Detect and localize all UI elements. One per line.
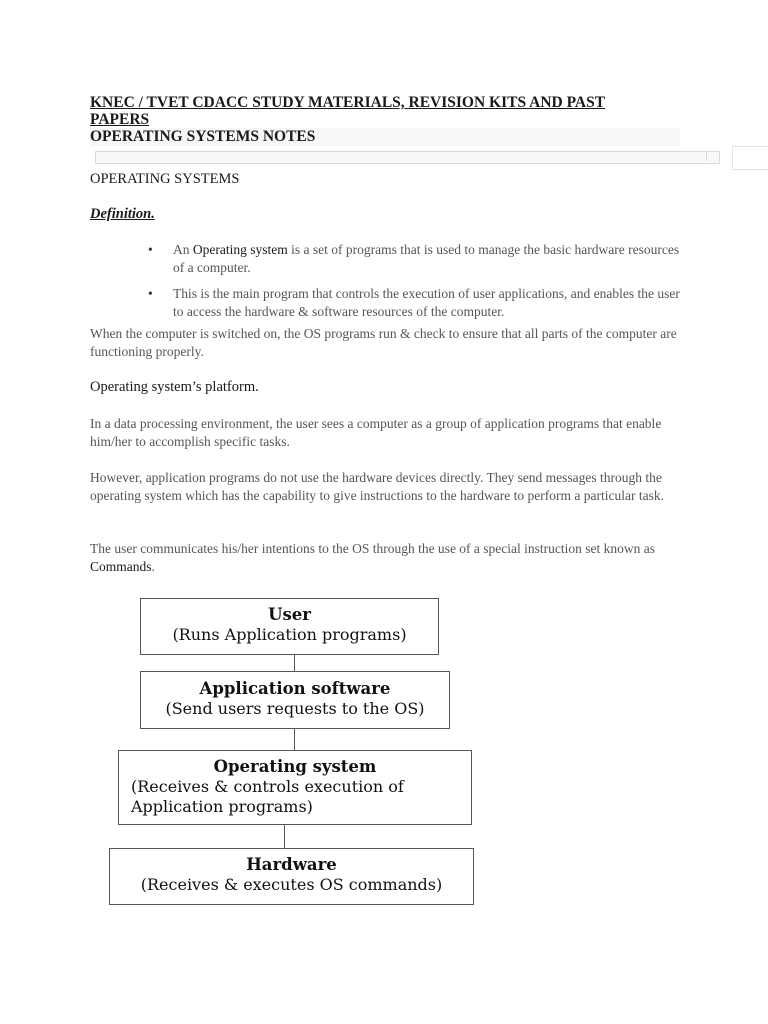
commands-suffix: . [151,559,155,574]
bullet-icon: • [148,242,153,257]
diagram-box-title: Operating system [213,757,377,776]
diagram-box-hardware [109,848,474,905]
section-heading: OPERATING SYSTEMS [90,171,240,187]
diagram-connector [284,824,285,848]
diagram-connector [294,654,295,671]
commands-prefix: The user communicates his/her intentions to the OS through the use of a special instruction set known as [90,541,656,556]
diagram-box-subtitle: (Receives & executes OS commands) [140,875,443,894]
document-header-title: KNEC / TVET CDACC STUDY MATERIALS, REVISION KITS AND PAST PAPERS [90,94,606,128]
document-header-subtitle: OPERATING SYSTEMS NOTES [90,128,680,146]
commands-term: Commands [90,559,152,574]
bullet-icon: • [148,286,153,301]
diagram-connector [294,728,295,750]
diagram-box-subtitle: (Send users requests to the OS) [165,699,425,718]
diagram-box-title: Application software [199,679,391,698]
bullet-text: This is the main program that controls the execution of user applications, and enables the user to access the hardware & software resources of the computer. [173,286,680,319]
diagram-box-operating-system [118,750,472,825]
paragraph-however: However, application programs do not use the hardware devices directly. They send messages through the operating system which has the capability to give instructions to the hardware to perform a particular task. [90,470,664,503]
diagram-box-subtitle: (Runs Application programs) [172,625,407,644]
diagram-box-user [140,598,439,655]
platform-heading: Operating system’s platform. [90,379,259,395]
diagram-box-subtitle: (Receives & controls execution of Application programs) [131,777,404,816]
diagram-box-title: Hardware [246,855,337,874]
paragraph-switch-on: When the computer is switched on, the OS programs run & check to ensure that all parts of the computer are functioning properly. [90,326,677,359]
diagram-box-application-software [140,671,450,729]
diagram-box-title: User [268,605,311,624]
bullet-text: is a set of programs that is used to manage the basic hardware resources of a computer. [173,242,680,275]
definition-label: Definition. [90,206,155,222]
bullet-term: Operating system [192,242,288,257]
paragraph-environment: In a data processing environment, the user sees a computer as a group of application programs that enable him/her to accomplish specific tasks. [90,416,662,449]
bullet-prefix: An [173,242,193,257]
